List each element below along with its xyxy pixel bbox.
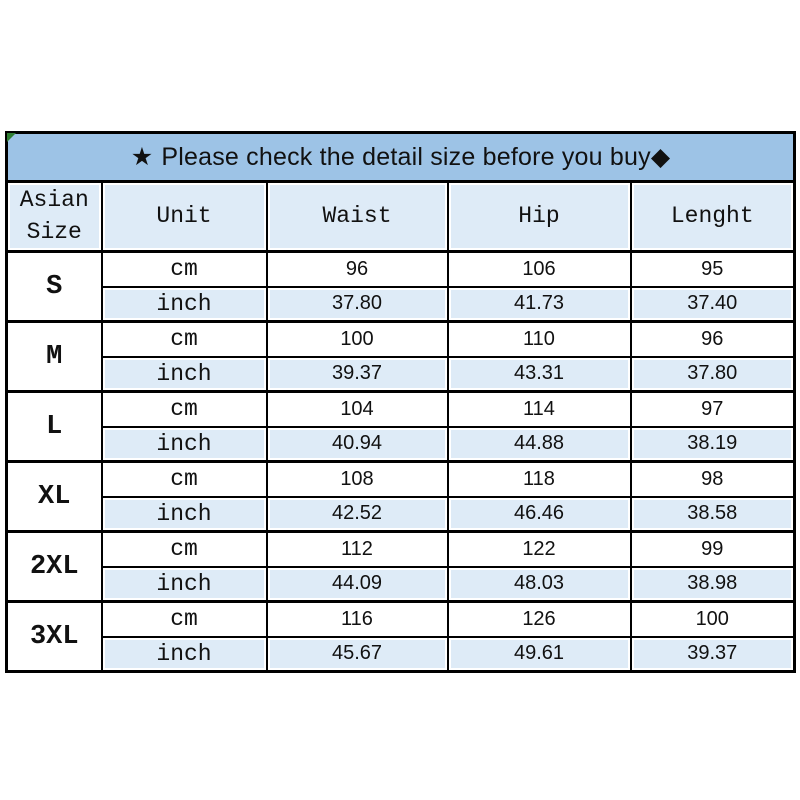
value-cell: 112 [267,532,448,567]
value-cell: 39.37 [267,357,448,392]
value-cell: 100 [267,322,448,357]
header-cell-asian-size: Asian Size [7,182,102,252]
unit-cm-label: cm [102,252,267,287]
header-cell-unit: Unit [102,182,267,252]
table-row [7,532,795,567]
value-cell: 41.73 [448,287,631,322]
header-row [7,182,795,252]
value-cell: 44.09 [267,567,448,602]
unit-cm-label: cm [102,462,267,497]
value-cell: 46.46 [448,497,631,532]
value-cell: 49.61 [448,637,631,672]
diamond-icon: ◆ [650,143,671,171]
header-cell-waist: Waist [267,182,448,252]
value-cell: 100 [631,602,795,637]
table-row [7,497,795,532]
value-cell: 45.67 [267,637,448,672]
table-row [7,322,795,357]
value-cell: 37.40 [631,287,795,322]
unit-inch-label: inch [102,427,267,462]
unit-cm-label: cm [102,602,267,637]
table-row [7,357,795,392]
value-cell: 44.88 [448,427,631,462]
unit-inch-label: inch [102,357,267,392]
banner-row [7,133,795,182]
value-cell: 38.19 [631,427,795,462]
value-cell: 98 [631,462,795,497]
size-chart-sheet [5,131,793,673]
value-cell: 39.37 [631,637,795,672]
unit-cm-label: cm [102,322,267,357]
header-cell-length: Lenght [631,182,795,252]
value-cell: 96 [631,322,795,357]
unit-inch-label: inch [102,497,267,532]
table-row [7,392,795,427]
value-cell: 118 [448,462,631,497]
table-row [7,462,795,497]
value-cell: 114 [448,392,631,427]
table-row [7,427,795,462]
size-label: XL [7,462,102,532]
star-icon: ★ [130,143,154,171]
size-label: 2XL [7,532,102,602]
value-cell: 108 [267,462,448,497]
unit-inch-label: inch [102,637,267,672]
unit-cm-label: cm [102,392,267,427]
size-label: 3XL [7,602,102,672]
value-cell: 106 [448,252,631,287]
value-cell: 110 [448,322,631,357]
value-cell: 48.03 [448,567,631,602]
value-cell: 99 [631,532,795,567]
value-cell: 97 [631,392,795,427]
table-row [7,602,795,637]
size-label: S [7,252,102,322]
banner-text: Please check the detail size before you buy [161,143,651,171]
table-row [7,567,795,602]
value-cell: 96 [267,252,448,287]
table-row [7,252,795,287]
table-row [7,287,795,322]
corner-marker-icon [7,133,16,142]
unit-cm-label: cm [102,532,267,567]
size-chart-table [5,131,796,673]
value-cell: 40.94 [267,427,448,462]
header-cell-hip: Hip [448,182,631,252]
value-cell: 37.80 [631,357,795,392]
unit-inch-label: inch [102,567,267,602]
size-label: M [7,322,102,392]
banner [7,133,795,182]
value-cell: 38.58 [631,497,795,532]
table-row [7,637,795,672]
value-cell: 42.52 [267,497,448,532]
value-cell: 95 [631,252,795,287]
value-cell: 38.98 [631,567,795,602]
size-label: L [7,392,102,462]
value-cell: 43.31 [448,357,631,392]
value-cell: 116 [267,602,448,637]
unit-inch-label: inch [102,287,267,322]
value-cell: 126 [448,602,631,637]
value-cell: 122 [448,532,631,567]
value-cell: 104 [267,392,448,427]
value-cell: 37.80 [267,287,448,322]
